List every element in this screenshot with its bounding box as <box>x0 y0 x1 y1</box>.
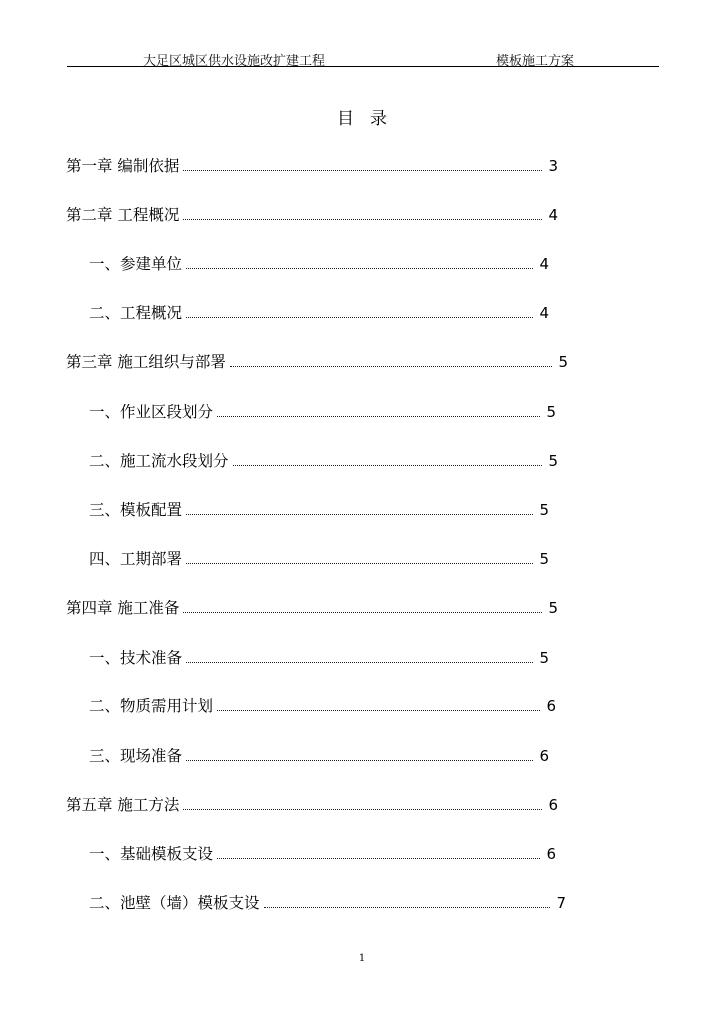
toc-entry-label: 第五章 施工方法 <box>66 796 180 814</box>
toc-entry-label: 第一章 编制依据 <box>66 157 180 175</box>
toc-entry[interactable] <box>66 152 558 176</box>
toc-entry-page: 5 <box>558 353 568 371</box>
toc-entry[interactable] <box>89 742 549 766</box>
toc-dot-leader <box>183 219 542 220</box>
toc-entry-label: 二、物质需用计划 <box>89 697 214 715</box>
toc-entry-page: 5 <box>539 501 549 519</box>
toc-dot-leader <box>230 366 553 367</box>
toc-entry[interactable] <box>89 840 556 864</box>
toc-dot-leader <box>186 760 533 761</box>
toc-entry[interactable] <box>89 250 549 274</box>
toc-dot-leader <box>217 858 540 859</box>
toc-entry[interactable] <box>66 201 558 225</box>
toc-entry[interactable] <box>66 348 568 372</box>
toc-entry-page: 5 <box>546 403 556 421</box>
toc-entry-page: 6 <box>548 796 558 814</box>
toc-entry[interactable] <box>89 644 549 668</box>
toc-entry-label: 第二章 工程概况 <box>66 206 180 224</box>
toc-dot-leader <box>186 514 533 515</box>
toc-dot-leader <box>217 416 540 417</box>
toc-entry-label: 二、施工流水段划分 <box>89 452 229 470</box>
toc-entry[interactable] <box>89 692 556 716</box>
toc-entry[interactable] <box>66 594 558 618</box>
toc-entry-page: 6 <box>539 747 549 765</box>
toc-entry-label: 第三章 施工组织与部署 <box>66 353 226 371</box>
toc-dot-leader <box>217 710 540 711</box>
header-document-title: 模板施工方案 <box>496 54 575 69</box>
toc-entry[interactable] <box>89 398 556 422</box>
toc-entry-label: 三、模板配置 <box>89 501 183 519</box>
toc-entry-page: 4 <box>548 206 558 224</box>
toc-entry-page: 5 <box>539 550 549 568</box>
header-project-name: 大足区城区供水设施改扩建工程 <box>143 54 326 69</box>
toc-dot-leader <box>183 809 542 810</box>
toc-entry[interactable] <box>89 447 558 471</box>
toc-entry-page: 4 <box>539 255 549 273</box>
toc-dot-leader <box>233 465 543 466</box>
toc-dot-leader <box>183 612 542 613</box>
toc-dot-leader <box>186 268 533 269</box>
toc-entry-page: 6 <box>546 697 556 715</box>
toc-entry-page: 3 <box>548 157 558 175</box>
toc-entry-label: 一、参建单位 <box>89 255 183 273</box>
toc-entry[interactable] <box>89 545 549 569</box>
toc-dot-leader <box>183 170 542 171</box>
toc-entry-label: 第四章 施工准备 <box>66 599 180 617</box>
page-number: 1 <box>358 953 366 964</box>
toc-entry-label: 二、池壁（墙）模板支设 <box>89 894 260 912</box>
toc-entry-label: 四、工期部署 <box>89 550 183 568</box>
toc-entry[interactable] <box>89 889 566 913</box>
toc-entry-label: 一、技术准备 <box>89 649 183 667</box>
toc-entry-label: 二、工程概况 <box>89 304 183 322</box>
toc-entry-page: 7 <box>556 894 566 912</box>
toc-entry[interactable] <box>89 496 549 520</box>
toc-entry-page: 6 <box>546 845 556 863</box>
toc-entry-label: 三、现场准备 <box>89 747 183 765</box>
toc-dot-leader <box>186 317 533 318</box>
toc-dot-leader <box>264 907 551 908</box>
toc-entry[interactable] <box>89 299 549 323</box>
toc-entry-label: 一、作业区段划分 <box>89 403 214 421</box>
toc-entry-page: 5 <box>548 452 558 470</box>
toc-entry[interactable] <box>66 791 558 815</box>
toc-dot-leader <box>186 662 533 663</box>
toc-entry-label: 一、基础模板支设 <box>89 845 214 863</box>
toc-entry-page: 5 <box>548 599 558 617</box>
toc-entry-page: 4 <box>539 304 549 322</box>
toc-entry-page: 5 <box>539 649 549 667</box>
toc-dot-leader <box>186 563 533 564</box>
toc-title: 目录 <box>337 109 403 129</box>
